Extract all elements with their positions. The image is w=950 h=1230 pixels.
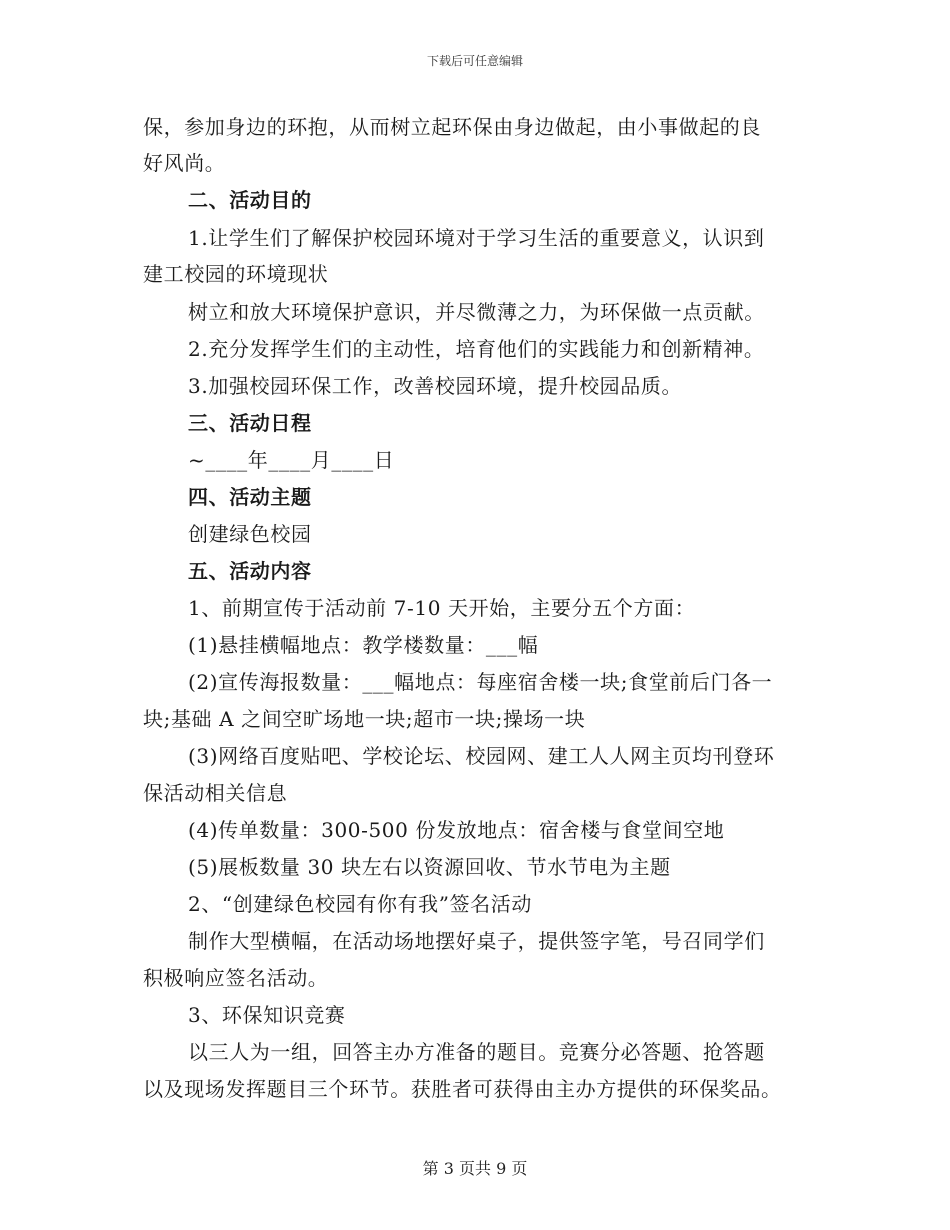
paragraph-line: 积极响应签名活动。 bbox=[143, 966, 329, 990]
paragraph-line: 好风尚。 bbox=[143, 151, 226, 175]
section-heading: 二、活动目的 bbox=[188, 188, 312, 212]
list-item: 2、“创建绿色校园有你有我”签名活动 bbox=[188, 892, 532, 916]
page-number-footer: 第 3 页共 9 页 bbox=[422, 1159, 528, 1178]
list-item: 1.让学生们了解保护校园环境对于学习生活的重要意义，认识到 bbox=[188, 226, 765, 250]
list-item: 3.加强校园环保工作，改善校园环境，提升校园品质。 bbox=[188, 374, 683, 398]
paragraph-line: 建工校园的环境现状 bbox=[143, 262, 329, 286]
paragraph-line: 制作大型横幅，在活动场地摆好桌子，提供签字笔，号召同学们 bbox=[188, 929, 765, 953]
section-heading: 三、活动日程 bbox=[188, 411, 312, 435]
list-item: (1)悬挂横幅地点：教学楼数量：___幅 bbox=[188, 633, 539, 657]
list-item: (5)展板数量 30 块左右以资源回收、节水节电为主题 bbox=[188, 855, 671, 879]
list-item: (3)网络百度贴吧、学校论坛、校园网、建工人人网主页均刊登环 bbox=[188, 744, 775, 768]
list-item: 3、环保知识竞赛 bbox=[188, 1003, 346, 1027]
list-item: (2)宣传海报数量：___幅地点：每座宿舍楼一块;食堂前后门各一 bbox=[188, 670, 773, 694]
list-item: (4)传单数量：300-500 份发放地点：宿舍楼与食堂间空地 bbox=[188, 818, 725, 842]
page-header: 下载后可任意编辑 bbox=[426, 54, 523, 68]
paragraph-line: 以三人为一组，回答主办方准备的题目。竞赛分必答题、抢答题 bbox=[188, 1040, 765, 1064]
paragraph-line: 以及现场发挥题目三个环节。获胜者可获得由主办方提供的环保奖品。 bbox=[143, 1077, 782, 1101]
date-blank-line: ~____年____月____日 bbox=[188, 448, 395, 472]
paragraph-line: 块;基础 A 之间空旷场地一块;超市一块;操场一块 bbox=[143, 707, 586, 731]
section-heading: 四、活动主题 bbox=[188, 485, 312, 509]
section-heading: 五、活动内容 bbox=[188, 559, 312, 583]
paragraph-line: 树立和放大环境保护意识，并尽微薄之力，为环保做一点贡献。 bbox=[188, 300, 765, 324]
paragraph-line: 保活动相关信息 bbox=[143, 781, 288, 805]
paragraph-line: 保，参加身边的环抱，从而树立起环保由身边做起，由小事做起的良 bbox=[143, 115, 761, 139]
list-item: 1、前期宣传于活动前 7-10 天开始，主要分五个方面： bbox=[188, 596, 696, 620]
list-item: 2.充分发挥学生们的主动性，培育他们的实践能力和创新精神。 bbox=[188, 337, 765, 361]
paragraph-line: 创建绿色校园 bbox=[188, 522, 312, 546]
